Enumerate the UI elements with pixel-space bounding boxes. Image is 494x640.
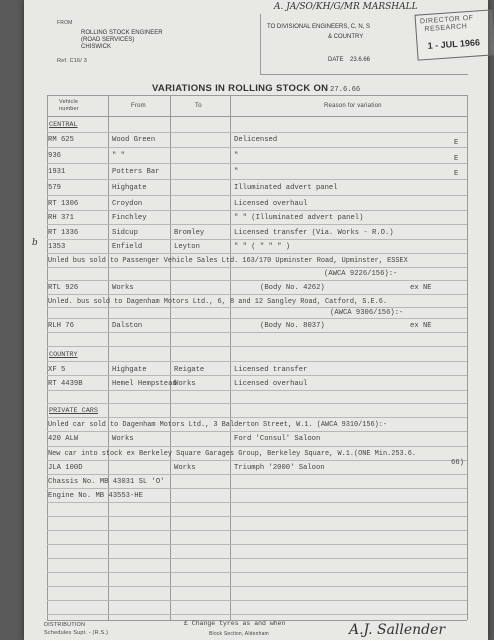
row-rule <box>47 586 467 587</box>
engine-number: Engine No. MB 43553-HE <box>48 492 143 500</box>
row-rule <box>47 530 467 531</box>
to-line-2: & COUNTRY <box>328 34 364 40</box>
row-rule <box>47 239 467 240</box>
footer-note-2: Block Section, Aldenham <box>209 631 269 637</box>
col-header-to: To <box>195 103 202 109</box>
row-rule <box>47 390 467 391</box>
row-3-from: Potters Bar <box>112 168 160 176</box>
row-1-vehicle: RM 625 <box>48 136 74 144</box>
received-stamp <box>414 9 494 60</box>
sale-note-1-ref: (AWCA 9226/156):- <box>324 270 398 278</box>
row-11-reason: (Body No. 4262) <box>260 284 325 292</box>
row-3-vehicle: 1931 <box>48 168 66 176</box>
row-18-from: Works <box>112 435 134 443</box>
row-rule <box>47 332 467 333</box>
row-2-vehicle: 936 <box>48 152 61 160</box>
stamp-line-1: DIRECTOR OF <box>419 14 474 26</box>
row-15-vehicle: XF 5 <box>48 366 66 374</box>
row-7-from: Sidcup <box>112 229 138 237</box>
row-5-vehicle: RT 1306 <box>48 200 79 208</box>
row-rule <box>47 460 467 461</box>
handwritten-routing: A. JA/SO/KH/G/MR MARSHALL <box>274 2 418 12</box>
col-header-reason: Reason for variation <box>324 103 382 109</box>
row-rule <box>47 614 467 615</box>
row-rule <box>47 294 467 295</box>
row-2-reason: " <box>234 152 239 160</box>
from-label: FROM <box>57 20 73 26</box>
row-8-from: Enfield <box>112 243 143 251</box>
row-14-from: Dalston <box>112 322 143 330</box>
row-1-end: E <box>454 139 459 147</box>
row-14-reason: (Body No. 8037) <box>260 322 325 330</box>
row-rule <box>47 163 467 164</box>
row-15-reason: Licensed transfer <box>234 366 308 374</box>
header-bottom-rule <box>260 74 468 75</box>
row-3-end: E <box>454 170 459 178</box>
row-2-end: E <box>454 155 459 163</box>
row-rule <box>47 361 467 362</box>
row-rule <box>47 558 467 559</box>
section-country: COUNTRY <box>49 351 78 359</box>
row-3-reason: " <box>234 168 239 176</box>
row-rule <box>47 307 467 308</box>
row-4-reason: Illuminated advert panel <box>234 184 338 192</box>
row-rule <box>47 147 467 148</box>
row-1-from: Wood Green <box>112 136 156 144</box>
header-divider <box>260 14 261 74</box>
row-16-vehicle: RT 4439B <box>48 380 83 388</box>
from-line-1: ROLLING STOCK ENGINEER <box>81 30 163 36</box>
margin-mark: b <box>32 238 38 248</box>
row-4-from: Highgate <box>112 184 147 192</box>
row-20-end: 66) <box>451 459 464 467</box>
document-sheet <box>24 0 488 640</box>
row-16-to: Works <box>174 380 196 388</box>
col-header-from: From <box>131 103 146 109</box>
row-rule <box>47 346 467 347</box>
col-header-vehicle-1: Vehicle <box>59 99 79 105</box>
row-rule <box>47 544 467 545</box>
from-line-2: (ROAD SERVICES) <box>81 37 135 43</box>
row-rule <box>47 318 467 319</box>
row-rule <box>47 502 467 503</box>
row-rule <box>47 446 467 447</box>
col-divider-vehicle <box>108 95 109 620</box>
section-private: PRIVATE CARS <box>49 407 98 415</box>
row-1-reason: Delicensed <box>234 136 278 144</box>
table-right-rule <box>467 95 468 620</box>
row-rule <box>47 417 467 418</box>
sale-note-3: Unled car sold to Dagenham Motors Ltd., 3 Balderton Street, W.1. (AWCA 9310/156):- <box>48 421 388 429</box>
stamp-line-2: RESEARCH <box>424 23 468 34</box>
row-8-reason: " " ( " " " ) <box>234 243 291 251</box>
distribution-label: DISTRIBUTION <box>44 622 86 628</box>
row-18-vehicle: 420 ALW <box>48 435 79 443</box>
row-rule <box>47 375 467 376</box>
row-rule <box>47 195 467 196</box>
row-rule <box>47 572 467 573</box>
row-8-vehicle: 1353 <box>48 243 66 251</box>
row-14-end: ex NE <box>410 322 432 330</box>
sale-note-2: Unled. bus sold to Dagenham Motors Ltd., 6, 8 and 12 Sangley Road, Catford, S.E.6. <box>48 298 388 306</box>
to-line: TO DIVISIONAL ENGINEERS, C, N, S <box>267 24 371 30</box>
row-rule <box>47 132 467 133</box>
row-7-vehicle: RT 1336 <box>48 229 79 237</box>
page-title: VARIATIONS IN ROLLING STOCK ON <box>152 83 329 94</box>
table-header-rule <box>47 116 467 117</box>
row-rule <box>47 280 467 281</box>
row-18-reason: Ford 'Consul' Saloon <box>234 435 321 443</box>
row-4-vehicle: 579 <box>48 184 61 192</box>
sale-note-1: Unled bus sold to Passenger Vehicle Sales Ltd. 163/170 Upminster Road, Upminster, ESSEX <box>48 257 408 265</box>
signature: A.J. Sallender <box>349 622 446 638</box>
row-rule <box>47 224 467 225</box>
row-rule <box>47 431 467 432</box>
row-7-to: Bromley <box>174 229 205 237</box>
row-11-from: Works <box>112 284 134 292</box>
row-15-from: Highgate <box>112 366 147 374</box>
row-14-vehicle: RLH 76 <box>48 322 74 330</box>
row-5-reason: Licensed overhaul <box>234 200 308 208</box>
row-20-reason: Triumph '2000' Saloon <box>234 464 325 472</box>
row-rule <box>47 267 467 268</box>
table-top-rule <box>47 95 467 96</box>
row-6-vehicle: RH 371 <box>48 214 74 222</box>
row-8-to: Leyton <box>174 243 200 251</box>
row-2-from: " " <box>112 152 125 160</box>
col-divider-from <box>170 95 171 620</box>
row-rule <box>47 210 467 211</box>
row-6-reason: " " (Illuminated advert panel) <box>234 214 364 222</box>
row-rule <box>47 516 467 517</box>
date-value: 23.6.66 <box>350 57 371 63</box>
row-rule <box>47 179 467 180</box>
sale-note-2-ref: (AWCA 9306/156):- <box>330 309 404 317</box>
row-7-reason: Licensed transfer (Via. Works - R.O.) <box>234 229 394 237</box>
row-20-vehicle: JLA 100D <box>48 464 83 472</box>
stamp-date: 1 - JUL 1966 <box>427 37 481 51</box>
row-rule <box>47 488 467 489</box>
row-16-from: Hemel Hempstead <box>112 380 177 388</box>
reference: Ref. C16/ 3 <box>57 58 88 64</box>
row-rule <box>47 600 467 601</box>
date-label: DATE <box>328 57 344 63</box>
row-rule <box>47 403 467 404</box>
row-11-end: ex NE <box>410 284 432 292</box>
row-rule <box>47 253 467 254</box>
col-header-vehicle-2: number <box>59 106 79 112</box>
row-6-from: Finchley <box>112 214 147 222</box>
row-5-from: Croydon <box>112 200 143 208</box>
row-16-reason: Licensed overhaul <box>234 380 308 388</box>
row-11-vehicle: RTL 926 <box>48 284 79 292</box>
row-rule <box>47 474 467 475</box>
title-date: 27.6.66 <box>330 86 361 94</box>
stock-note: New car into stock ex Berkeley Square Garages Group, Berkeley Square, W.1.(ONE Min.253.6. <box>48 450 417 458</box>
row-15-to: Reigate <box>174 366 205 374</box>
from-line-3: CHISWICK <box>81 44 111 50</box>
footer-note: £ Change tyres as and when <box>184 620 286 627</box>
section-central: CENTRAL <box>49 121 78 129</box>
distribution-line: Schedules Supt. - (R.S.) <box>44 630 109 636</box>
row-20-to: Works <box>174 464 196 472</box>
chassis-number: Chassis No. MB 43031 SL 'O' <box>48 478 165 486</box>
col-divider-to <box>230 95 231 620</box>
